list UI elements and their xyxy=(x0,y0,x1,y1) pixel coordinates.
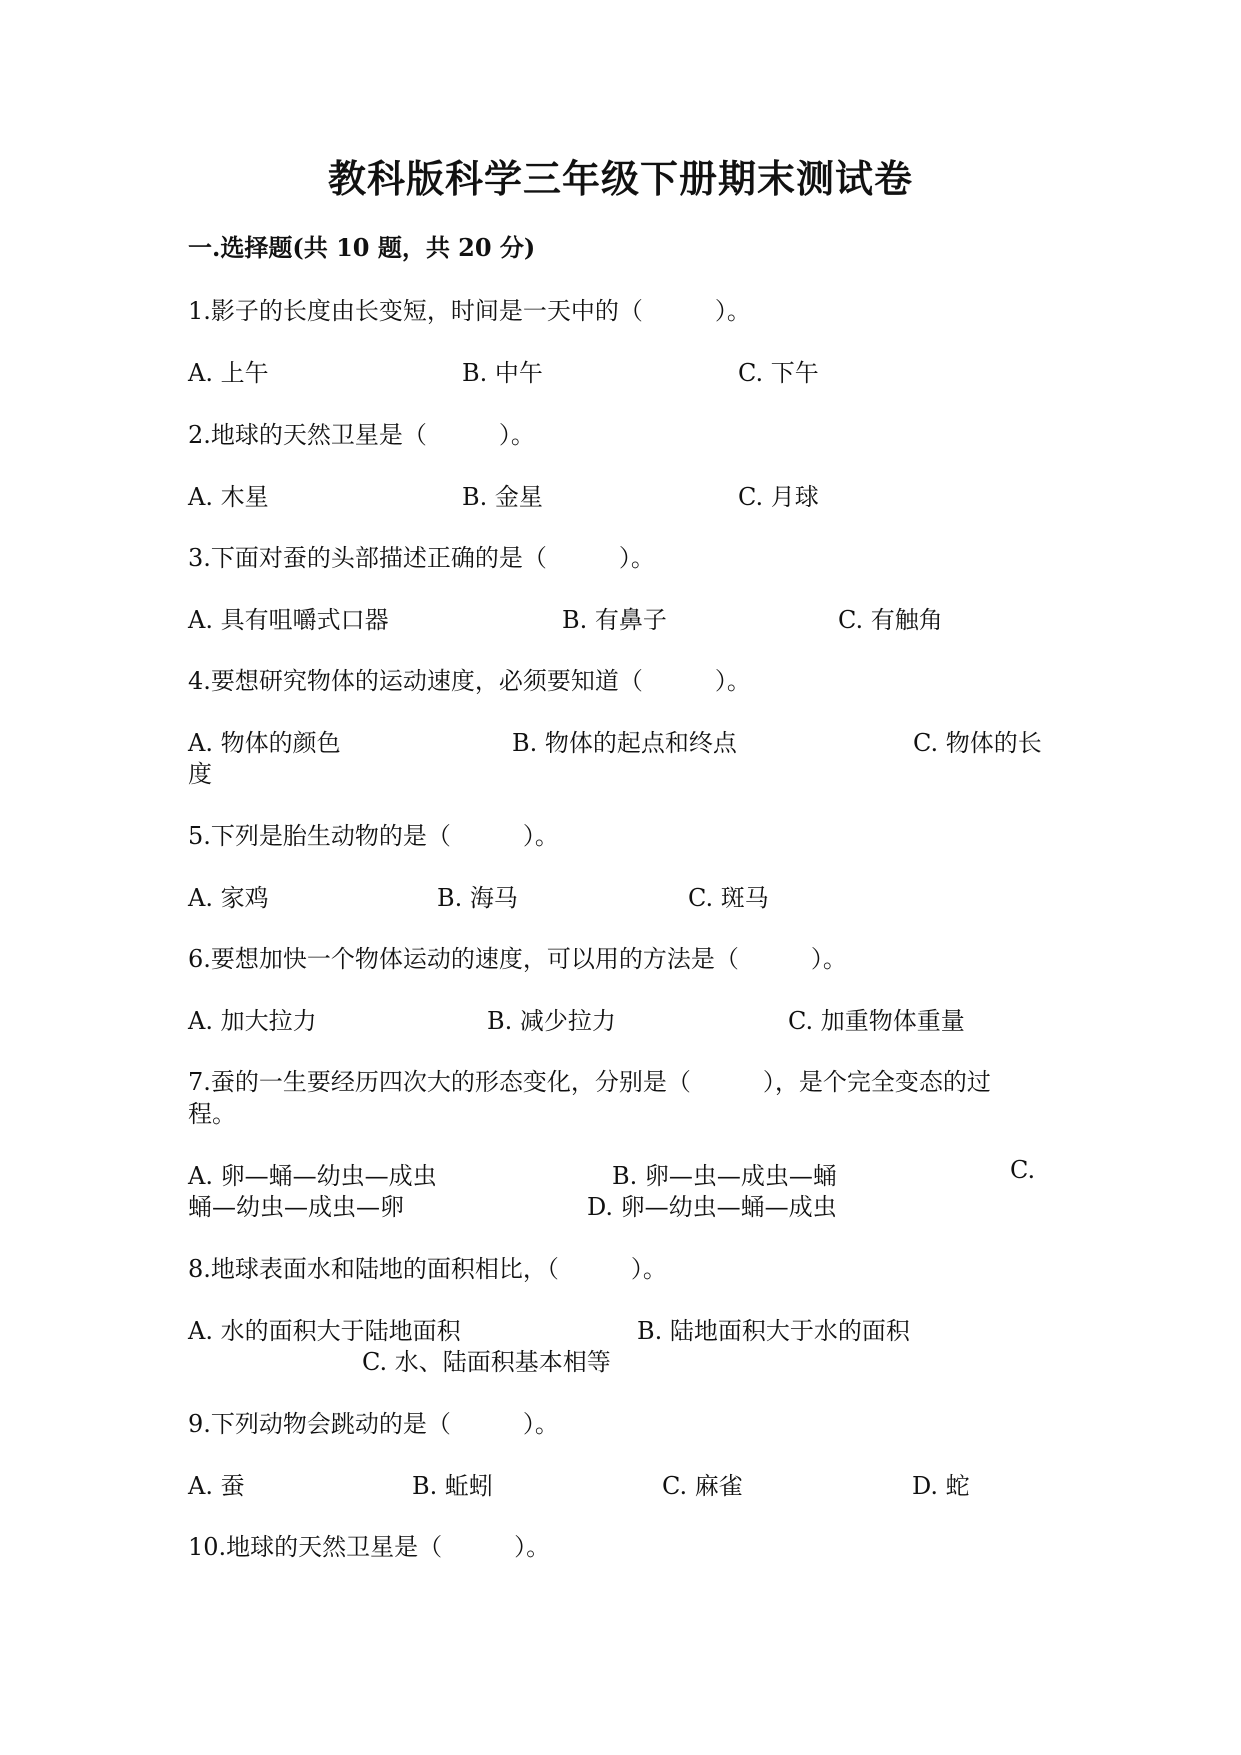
q8-option-a[interactable]: A. 水的面积大于陆地面积 xyxy=(188,1317,461,1345)
question-6: 6.要想加快一个物体运动的速度，可以用的方法是（ ）。 xyxy=(188,945,847,973)
q9-option-d[interactable]: D. 蛇 xyxy=(912,1472,970,1500)
q7-option-a[interactable]: A. 卵—蛹—幼虫—成虫 xyxy=(188,1162,437,1190)
q8-option-b[interactable]: B. 陆地面积大于水的面积 xyxy=(637,1317,910,1345)
q6-option-c[interactable]: C. 加重物体重量 xyxy=(788,1007,965,1035)
exam-title: 教科版科学三年级下册期末测试卷 xyxy=(327,156,913,201)
question-4: 4.要想研究物体的运动速度，必须要知道（ ）。 xyxy=(188,667,751,695)
question-2: 2.地球的天然卫星是（ ）。 xyxy=(188,421,535,449)
question-7: 7.蚕的一生要经历四次大的形态变化，分别是（ ），是个完全变态的过 xyxy=(188,1068,991,1096)
q1-option-c[interactable]: C. 下午 xyxy=(738,359,819,387)
question-5: 5.下列是胎生动物的是（ ）。 xyxy=(188,822,559,850)
q8-option-c[interactable]: C. 水、陆面积基本相等 xyxy=(362,1348,611,1376)
q5-option-b[interactable]: B. 海马 xyxy=(437,884,518,912)
q7-option-c-wrap: 蛹—幼虫—成虫—卵 xyxy=(188,1193,404,1221)
question-7-wrap: 程。 xyxy=(188,1100,236,1128)
q5-option-c[interactable]: C. 斑马 xyxy=(688,884,769,912)
q7-option-b[interactable]: B. 卵—虫—成虫—蛹 xyxy=(612,1162,837,1190)
q1-option-a[interactable]: A. 上午 xyxy=(188,359,269,387)
question-1: 1.影子的长度由长变短，时间是一天中的（ ）。 xyxy=(188,297,751,325)
q3-option-a[interactable]: A. 具有咀嚼式口器 xyxy=(188,606,389,634)
q7-option-d[interactable]: D. 卵—幼虫—蛹—成虫 xyxy=(587,1193,837,1221)
q9-option-a[interactable]: A. 蚕 xyxy=(188,1472,245,1500)
q4-option-c-wrap: 度 xyxy=(188,760,212,788)
question-3: 3.下面对蚕的头部描述正确的是（ ）。 xyxy=(188,544,655,572)
q9-option-b[interactable]: B. 蚯蚓 xyxy=(412,1472,493,1500)
question-10: 10.地球的天然卫星是（ ）。 xyxy=(188,1533,551,1561)
q6-option-b[interactable]: B. 减少拉力 xyxy=(487,1007,616,1035)
q4-option-a[interactable]: A. 物体的颜色 xyxy=(188,729,341,757)
q2-option-c[interactable]: C. 月球 xyxy=(738,483,819,511)
q4-option-c[interactable]: C. 物体的长 xyxy=(913,729,1042,757)
q4-option-b[interactable]: B. 物体的起点和终点 xyxy=(512,729,737,757)
q3-option-b[interactable]: B. 有鼻子 xyxy=(562,606,667,634)
q1-option-b[interactable]: B. 中午 xyxy=(462,359,543,387)
section-heading: 一.选择题(共 10 题，共 20 分) xyxy=(188,233,536,262)
q5-option-a[interactable]: A. 家鸡 xyxy=(188,884,269,912)
q3-option-c[interactable]: C. 有触角 xyxy=(838,606,943,634)
question-8: 8.地球表面水和陆地的面积相比，（ ）。 xyxy=(188,1255,667,1283)
q2-option-b[interactable]: B. 金星 xyxy=(462,483,543,511)
q6-option-a[interactable]: A. 加大拉力 xyxy=(188,1007,317,1035)
question-9: 9.下列动物会跳动的是（ ）。 xyxy=(188,1410,559,1438)
q7-option-c[interactable]: C. xyxy=(1010,1156,1036,1184)
q9-option-c[interactable]: C. 麻雀 xyxy=(662,1472,743,1500)
q2-option-a[interactable]: A. 木星 xyxy=(188,483,269,511)
